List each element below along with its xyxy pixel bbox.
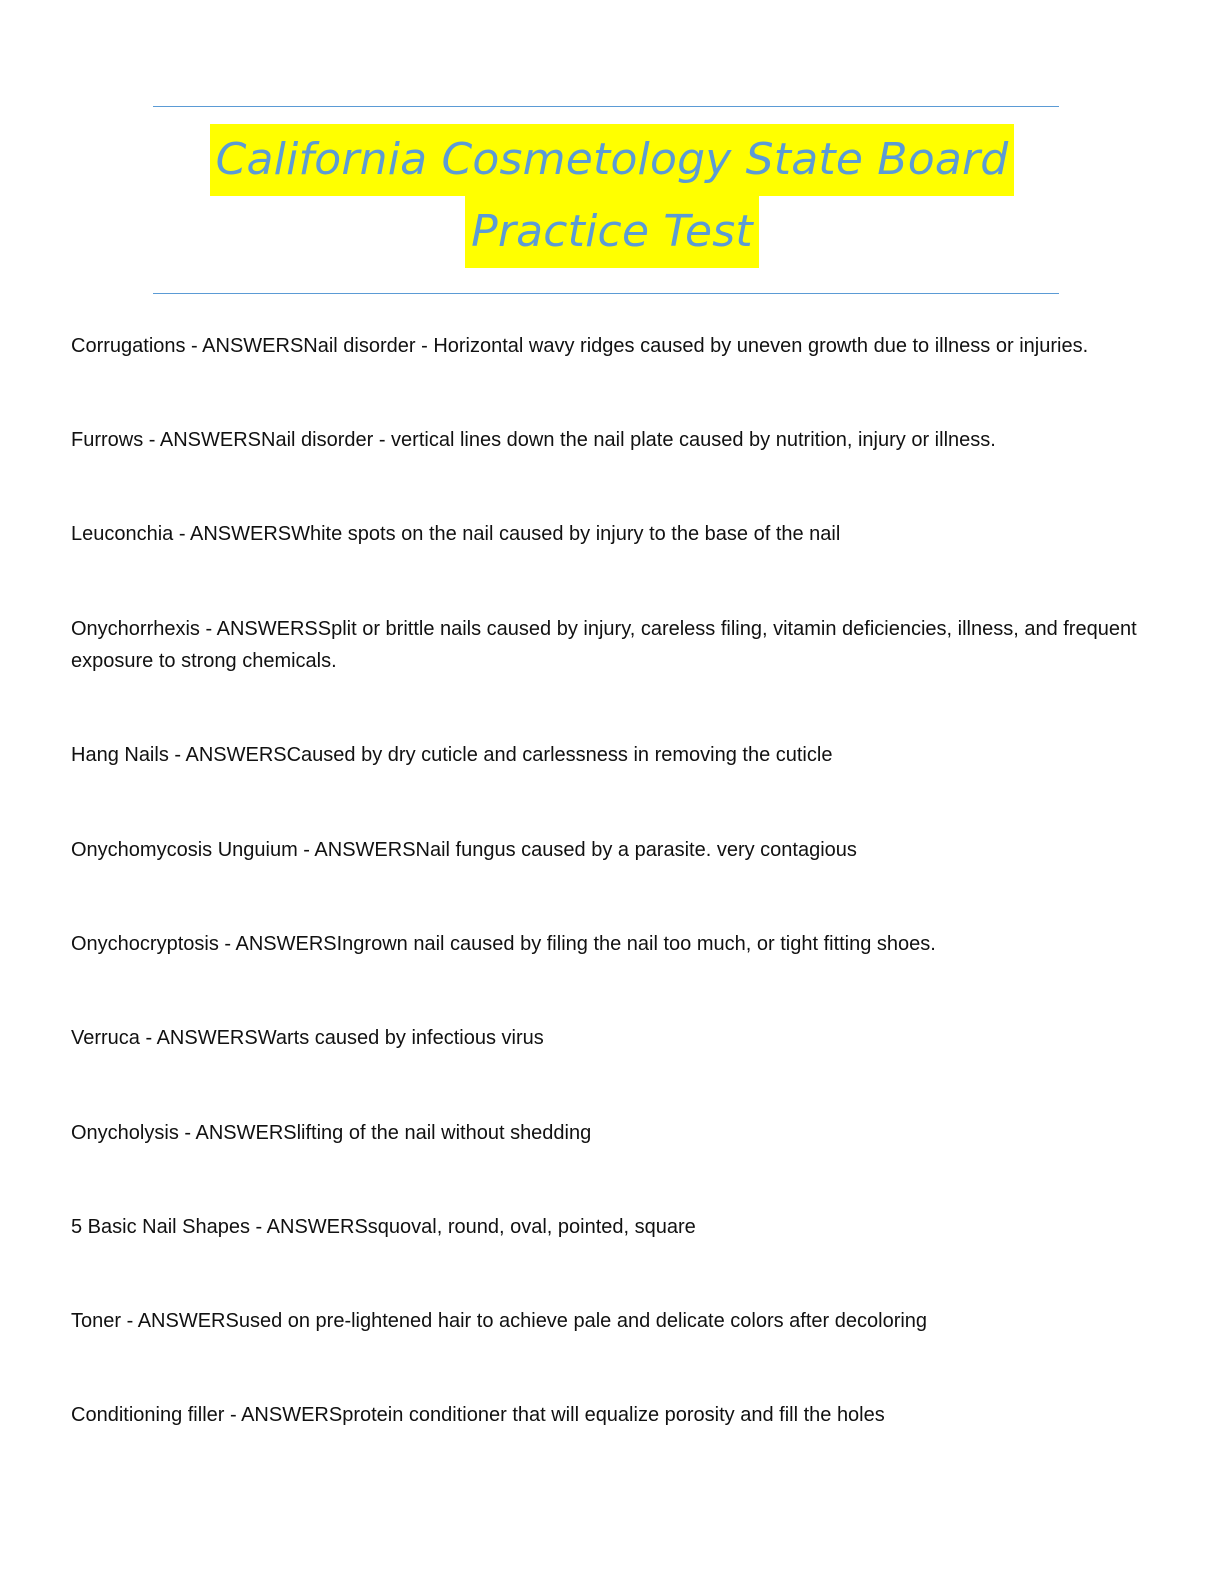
- qa-entry-verruca: Verruca - ANSWERSWarts caused by infectious virus: [71, 1027, 544, 1049]
- qa-entry-nail-shapes: 5 Basic Nail Shapes - ANSWERSsquoval, round, oval, pointed, square: [71, 1216, 696, 1238]
- qa-entry-onychorrhexis: Onychorrhexis - ANSWERSSplit or brittle nails caused by injury, careless filing, vitamin deficiencies, illness, and frequent exposure to strong chemicals.: [71, 618, 1137, 672]
- title-line-1: California Cosmetology State Board: [210, 124, 1015, 196]
- document-title: [0, 124, 1224, 268]
- qa-entry-toner: Toner - ANSWERSused on pre-lightened hair to achieve pale and delicate colors after decoloring: [71, 1310, 928, 1332]
- qa-entry-leuconchia: Leuconchia - ANSWERSWhite spots on the nail caused by injury to the base of the nail: [71, 523, 841, 545]
- qa-entry-conditioning-filler: Conditioning filler - ANSWERSprotein conditioner that will equalize porosity and fill the holes: [71, 1404, 885, 1426]
- qa-entry-corrugations: Corrugations - ANSWERSNail disorder - Horizontal wavy ridges caused by uneven growth due to illness or injuries.: [71, 335, 1089, 357]
- qa-entry-onycholysis: Onycholysis - ANSWERSlifting of the nail without shedding: [71, 1122, 592, 1144]
- qa-entry-furrows: Furrows - ANSWERSNail disorder - vertical lines down the nail plate caused by nutrition, injury or illness.: [71, 429, 996, 451]
- qa-list: [71, 330, 1151, 1431]
- title-top-rule: [153, 106, 1059, 107]
- qa-entry-hang-nails: Hang Nails - ANSWERSCaused by dry cuticle and carlessness in removing the cuticle: [71, 744, 833, 766]
- title-bottom-rule: [153, 293, 1059, 294]
- qa-entry-onychocryptosis: Onychocryptosis - ANSWERSIngrown nail caused by filing the nail too much, or tight fitting shoes.: [71, 933, 936, 955]
- title-line-2: Practice Test: [465, 196, 759, 268]
- qa-entry-onychomycosis: Onychomycosis Unguium - ANSWERSNail fungus caused by a parasite. very contagious: [71, 839, 857, 861]
